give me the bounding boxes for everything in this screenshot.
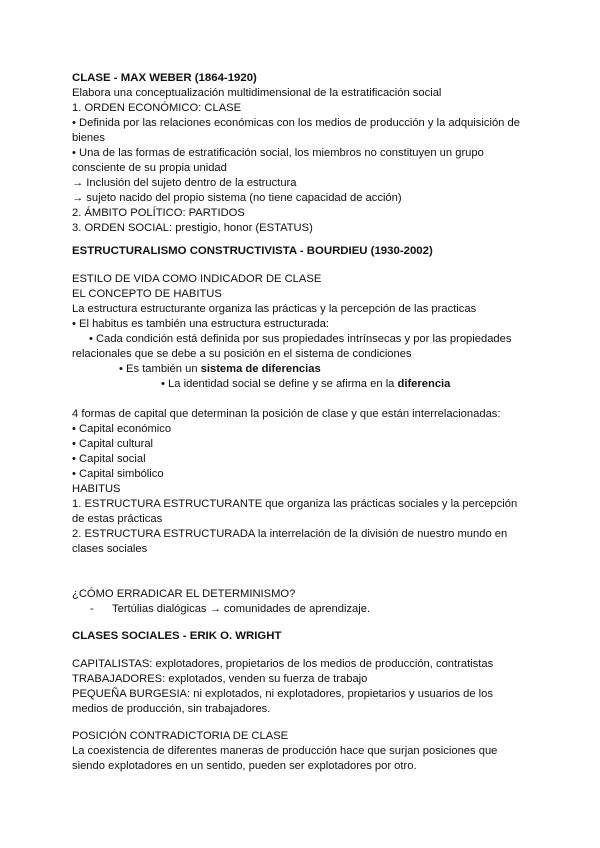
identidad-bold: diferencia bbox=[397, 378, 451, 390]
diferencias-bold: sistema de diferencias bbox=[200, 363, 321, 375]
dash-marker: - bbox=[90, 603, 94, 615]
weber-intro: Elabora una conceptualización multidimensional de la estratificación social bbox=[72, 87, 442, 99]
diferencias-prefix: • Es también un bbox=[119, 363, 201, 375]
wright-pequena-burgesia: PEQUEÑA BURGESIA: ni explotados, ni explotadores, propietarios y usuarios de los medios de producción, sin trabajadores. bbox=[72, 688, 493, 715]
determinismo-item bbox=[72, 602, 532, 617]
weber-bullet-formas: • Una de las formas de estratificación social, los miembros no constituyen un grupo consciente de su propia unidad bbox=[72, 147, 484, 174]
document-body bbox=[72, 71, 532, 774]
section-title-bourdieu: ESTRUCTURALISMO CONSTRUCTIVISTA - BOURDIEU (1930-2002) bbox=[72, 245, 433, 257]
weber-arrow-sujeto: → sujeto nacido del propio sistema (no tiene capacidad de acción) bbox=[72, 192, 402, 204]
wright-trabajadores: TRABAJADORES: explotados, venden su fuerza de trabajo bbox=[72, 673, 368, 685]
section-title-wright: CLASES SOCIALES - ERIK O. WRIGHT bbox=[72, 630, 282, 642]
weber-arrow-inclusion: → Inclusión del sujeto dentro de la estructura bbox=[72, 177, 297, 189]
bourdieu-estructura-estructurante: La estructura estructurante organiza las prácticas y la percepción de las practicas bbox=[72, 303, 477, 315]
bourdieu-bullet-identidad bbox=[72, 377, 532, 392]
capital-intro: 4 formas de capital que determinan la posición de clase y que están interrelacionadas: bbox=[72, 408, 501, 420]
capital-item: • Capital social bbox=[72, 453, 146, 465]
habitus-estructurada: 2. ESTRUCTURA ESTRUCTURADA la interrelación de la división de nuestro mundo en clases sociales bbox=[72, 528, 508, 555]
habitus-estructurante: 1. ESTRUCTURA ESTRUCTURANTE que organiza las prácticas sociales y la percepción de estas prácticas bbox=[72, 498, 518, 525]
section-title-weber: CLASE - MAX WEBER (1864-1920) bbox=[72, 72, 257, 84]
bourdieu-bullet-diferencias bbox=[72, 362, 532, 377]
bourdieu-bullet-habitus: • El habitus es también una estructura estructurada: bbox=[72, 318, 330, 330]
contradictoria-text: La coexistencia de diferentes maneras de producción hace que surjan posiciones que siendo explotadores en un sentido, pueden ser explotadores por otro. bbox=[72, 745, 498, 772]
bourdieu-bullet-condicion: • Cada condición está definida por sus propiedades intrínsecas y por las propiedades relacionales que se debe a su posición en el sistema de condiciones bbox=[72, 333, 512, 360]
contradictoria-title: POSICIÓN CONTRADICTORIA DE CLASE bbox=[72, 730, 289, 742]
determinismo-question: ¿CÓMO ERRADICAR EL DETERMINISMO? bbox=[72, 588, 296, 600]
identidad-prefix: • La identidad social se define y se afirma en la bbox=[161, 378, 398, 390]
bourdieu-estilo-vida: ESTILO DE VIDA COMO INDICADOR DE CLASE bbox=[72, 273, 322, 285]
capital-item: • Capital económico bbox=[72, 423, 172, 435]
wright-capitalistas: CAPITALISTAS: explotadores, propietarios de los medios de producción, contratistas bbox=[72, 658, 494, 670]
weber-orden-economico: 1. ORDEN ECONÓMICO: CLASE bbox=[72, 102, 242, 114]
capital-item: • Capital simbólico bbox=[72, 468, 164, 480]
weber-ambito-politico: 2. ÁMBITO POLÍTICO: PARTIDOS bbox=[72, 207, 245, 219]
weber-bullet-definida: • Definida por las relaciones económicas con los medios de producción y la adquisición de bienes bbox=[72, 117, 520, 144]
bourdieu-concepto-habitus: EL CONCEPTO DE HABITUS bbox=[72, 288, 222, 300]
habitus-title: HABITUS bbox=[72, 483, 121, 495]
capital-item: • Capital cultural bbox=[72, 438, 154, 450]
weber-orden-social: 3. ORDEN SOCIAL: prestigio, honor (ESTATUS) bbox=[72, 222, 313, 234]
determinismo-item-text: Tertúlias dialógicas → comunidades de aprendizaje. bbox=[112, 603, 371, 615]
